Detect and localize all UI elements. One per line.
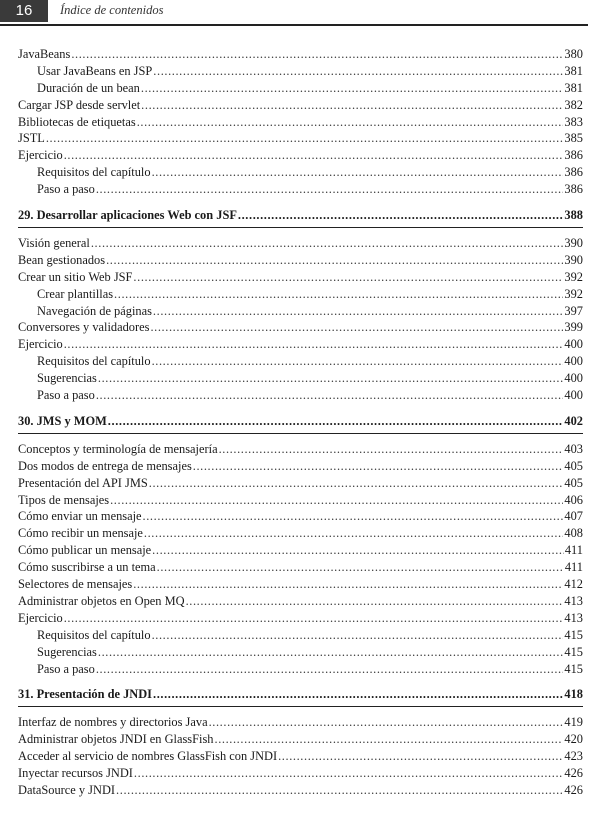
toc-entry[interactable] — [18, 269, 583, 286]
dot-leader — [153, 685, 563, 704]
entry-page-number: 386 — [564, 182, 583, 197]
dot-leader — [193, 458, 564, 475]
entry-page-number: 413 — [564, 610, 583, 625]
toc-entry[interactable] — [18, 731, 583, 748]
dot-leader — [114, 286, 563, 303]
entry-label: DataSource y JNDI — [18, 782, 116, 797]
entry-label: Ejercicio — [18, 610, 63, 625]
dot-leader — [116, 782, 563, 799]
entry-label: Acceder al servicio de nombres GlassFish con JNDI — [18, 749, 278, 764]
chapter-page-number: 418 — [564, 687, 583, 702]
chapter-heading[interactable] — [18, 412, 583, 431]
toc-entry[interactable] — [18, 610, 583, 627]
dot-leader — [108, 412, 564, 431]
dot-leader — [152, 353, 564, 370]
entry-label: Requisitos del capítulo — [37, 165, 151, 180]
entry-page-number: 412 — [564, 577, 583, 592]
entry-page-number: 400 — [564, 337, 583, 352]
entry-label: Duración de un bean — [37, 80, 140, 95]
entry-label: Inyectar recursos JNDI — [18, 766, 133, 781]
entry-label: Presentación del API JMS — [18, 475, 148, 490]
entry-page-number: 413 — [564, 593, 583, 608]
toc-entry[interactable] — [18, 593, 583, 610]
toc-subentry[interactable] — [18, 661, 583, 678]
chapter-page-number: 402 — [564, 413, 583, 428]
toc-subentry[interactable] — [18, 181, 583, 198]
entry-page-number: 385 — [564, 131, 583, 146]
entry-label: Conceptos y terminología de mensajería — [18, 441, 218, 456]
entry-page-number: 426 — [564, 766, 583, 781]
dot-leader — [46, 130, 564, 147]
spacer — [18, 434, 583, 441]
dot-leader — [64, 610, 564, 627]
entry-page-number: 382 — [564, 97, 583, 112]
toc-subentry[interactable] — [18, 627, 583, 644]
entry-page-number: 386 — [564, 148, 583, 163]
toc-entry[interactable] — [18, 782, 583, 799]
dot-leader — [110, 492, 563, 509]
entry-label: Crear un sitio Web JSF — [18, 269, 133, 284]
entry-label: JavaBeans — [18, 47, 71, 61]
entry-label: Crear plantillas — [37, 286, 114, 301]
entry-page-number: 403 — [564, 441, 583, 456]
entry-label: Ejercicio — [18, 337, 63, 352]
entry-label: Cómo suscribirse a un tema — [18, 560, 156, 575]
entry-page-number: 390 — [564, 236, 583, 251]
entry-label: Cómo publicar un mensaje — [18, 543, 152, 558]
dot-leader — [209, 714, 564, 731]
toc-entry[interactable] — [18, 319, 583, 336]
entry-label: Cargar JSP desde servlet — [18, 97, 141, 112]
entry-page-number: 420 — [564, 732, 583, 747]
dot-leader — [96, 181, 564, 198]
entry-page-number: 405 — [564, 475, 583, 490]
toc-entry[interactable] — [18, 114, 583, 131]
entry-label: Dos modos de entrega de mensajes — [18, 458, 192, 473]
entry-label: JSTL — [18, 131, 45, 146]
toc-subentry[interactable] — [18, 387, 583, 404]
entry-page-number: 415 — [564, 644, 583, 659]
toc-entry[interactable] — [18, 252, 583, 269]
dot-leader — [64, 336, 564, 353]
dot-leader — [157, 559, 564, 576]
dot-leader — [96, 661, 564, 678]
entry-page-number: 383 — [564, 114, 583, 129]
toc-subentry[interactable] — [18, 644, 583, 661]
toc-entry[interactable] — [18, 765, 583, 782]
entry-page-number: 386 — [564, 165, 583, 180]
toc-entry[interactable] — [18, 130, 583, 147]
toc-entry[interactable] — [18, 714, 583, 731]
dot-leader — [149, 475, 564, 492]
entry-label: Conversores y validadores — [18, 320, 150, 335]
entry-page-number: 415 — [564, 627, 583, 642]
dot-leader — [238, 206, 564, 225]
toc-entry[interactable] — [18, 542, 583, 559]
entry-page-number: 419 — [564, 715, 583, 730]
dot-leader — [106, 252, 563, 269]
dot-leader — [137, 114, 564, 131]
entry-page-number: 397 — [564, 303, 583, 318]
toc-entry[interactable] — [18, 336, 583, 353]
entry-page-number: 381 — [564, 63, 583, 78]
entry-page-number: 400 — [564, 388, 583, 403]
toc-subentry[interactable] — [18, 80, 583, 97]
toc-entry[interactable] — [18, 559, 583, 576]
dot-leader — [91, 235, 564, 252]
dot-leader — [98, 644, 564, 661]
dot-leader — [186, 593, 564, 610]
toc-subentry[interactable] — [18, 286, 583, 303]
toc-subentry[interactable] — [18, 164, 583, 181]
entry-label: Usar JavaBeans en JSP — [37, 63, 153, 78]
entry-page-number: 399 — [564, 320, 583, 335]
chapter-heading[interactable] — [18, 206, 583, 225]
running-title: Índice de contenidos — [60, 3, 164, 17]
dot-leader — [64, 147, 564, 164]
entry-page-number: 411 — [564, 560, 583, 575]
dot-leader — [143, 508, 564, 525]
entry-label: Paso a paso — [37, 182, 95, 197]
toc-entry[interactable] — [18, 46, 583, 63]
toc-entry[interactable] — [18, 147, 583, 164]
entry-page-number: 392 — [564, 286, 583, 301]
entry-page-number: 407 — [564, 509, 583, 524]
spacer — [18, 707, 583, 714]
entry-label: Sugerencias — [37, 644, 97, 659]
entry-label: Ejercicio — [18, 148, 63, 163]
toc-entry[interactable] — [18, 525, 583, 542]
chapter-title: 30. JMS y MOM — [18, 413, 107, 428]
toc-entry[interactable] — [18, 508, 583, 525]
dot-leader — [153, 303, 563, 320]
toc-subentry[interactable] — [18, 370, 583, 387]
entry-label: Bean gestionados — [18, 252, 106, 267]
toc-entry[interactable] — [18, 441, 583, 458]
dot-leader — [98, 370, 564, 387]
entry-label: Visión general — [18, 236, 90, 251]
toc-subentry[interactable] — [18, 303, 583, 320]
dot-leader — [152, 164, 564, 181]
entry-page-number: 380 — [564, 47, 583, 61]
chapter-title: 31. Presentación de JNDI — [18, 687, 152, 702]
toc-entry[interactable] — [18, 235, 583, 252]
entry-label: Requisitos del capítulo — [37, 354, 151, 369]
dot-leader — [71, 46, 563, 63]
spacer — [18, 404, 583, 412]
entry-label: Cómo enviar un mensaje — [18, 509, 142, 524]
entry-label: Requisitos del capítulo — [37, 627, 151, 642]
header-rule — [0, 24, 588, 26]
toc-entry[interactable] — [18, 576, 583, 593]
toc-entry[interactable] — [18, 475, 583, 492]
dot-leader — [219, 441, 564, 458]
dot-leader — [150, 319, 563, 336]
dot-leader — [278, 748, 563, 765]
spacer — [18, 677, 583, 685]
toc-entry[interactable] — [18, 97, 583, 114]
entry-page-number: 400 — [564, 354, 583, 369]
toc-subentry[interactable] — [18, 63, 583, 80]
chapter-heading[interactable] — [18, 685, 583, 704]
dot-leader — [152, 542, 564, 559]
dot-leader — [153, 63, 563, 80]
page-number: 16 — [0, 0, 48, 22]
entry-label: Paso a paso — [37, 388, 95, 403]
entry-label: Tipos de mensajes — [18, 492, 110, 507]
entry-page-number: 406 — [564, 492, 583, 507]
dot-leader — [133, 576, 563, 593]
dot-leader — [144, 525, 564, 542]
dot-leader — [215, 731, 564, 748]
page-header — [0, 0, 600, 26]
spacer — [18, 228, 583, 235]
dot-leader — [134, 765, 563, 782]
entry-page-number: 390 — [564, 252, 583, 267]
toc-entry[interactable] — [18, 492, 583, 509]
toc-subentry[interactable] — [18, 353, 583, 370]
entry-label: Interfaz de nombres y directorios Java — [18, 715, 208, 730]
entry-label: Sugerencias — [37, 371, 97, 386]
entry-label: Cómo recibir un mensaje — [18, 526, 143, 541]
entry-label: Selectores de mensajes — [18, 577, 133, 592]
chapter-title: 29. Desarrollar aplicaciones Web con JSF — [18, 208, 237, 223]
toc-entry[interactable] — [18, 458, 583, 475]
entry-page-number: 405 — [564, 458, 583, 473]
dot-leader — [141, 80, 564, 97]
entry-label: Paso a paso — [37, 661, 95, 676]
entry-label: Navegación de páginas — [37, 303, 152, 318]
entry-page-number: 411 — [564, 543, 583, 558]
toc-entry[interactable] — [18, 748, 583, 765]
spacer — [18, 198, 583, 206]
dot-leader — [96, 387, 564, 404]
entry-page-number: 400 — [564, 371, 583, 386]
entry-page-number: 415 — [564, 661, 583, 676]
table-of-contents — [18, 46, 583, 799]
entry-page-number: 426 — [564, 782, 583, 797]
entry-page-number: 423 — [564, 749, 583, 764]
entry-page-number: 381 — [564, 80, 583, 95]
chapter-page-number: 388 — [564, 208, 583, 223]
dot-leader — [152, 627, 564, 644]
entry-page-number: 392 — [564, 269, 583, 284]
entry-label: Administrar objetos en Open MQ — [18, 593, 185, 608]
dot-leader — [141, 97, 563, 114]
entry-page-number: 408 — [564, 526, 583, 541]
entry-label: Administrar objetos JNDI en GlassFish — [18, 732, 214, 747]
entry-label: Bibliotecas de etiquetas — [18, 114, 136, 129]
dot-leader — [133, 269, 563, 286]
